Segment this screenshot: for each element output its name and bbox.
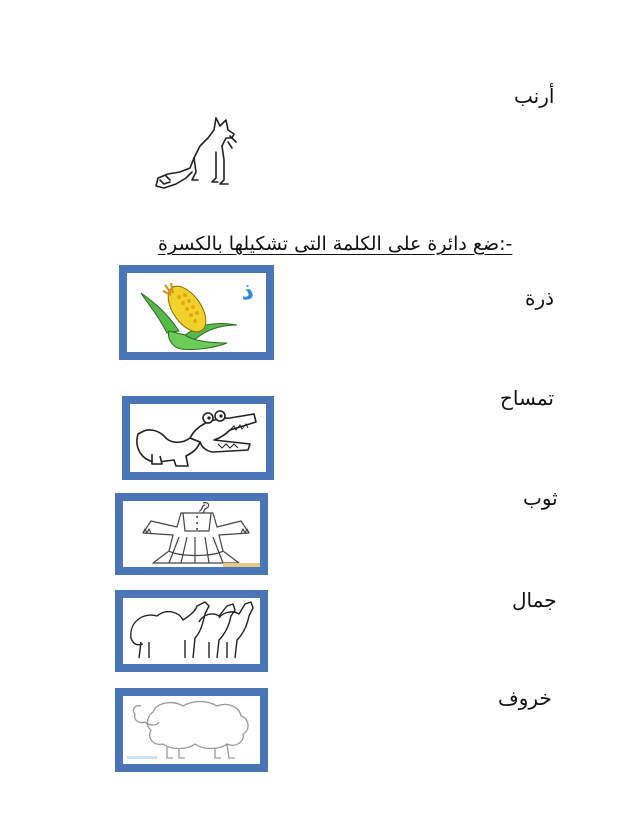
item-image-camels — [115, 590, 268, 672]
crocodile-icon — [130, 404, 266, 472]
corn-letter: ذ — [241, 277, 254, 305]
fox-drawing — [150, 112, 250, 192]
item-word-crocodile: تمساح — [500, 386, 554, 410]
item-word-corn: ذرة — [525, 286, 555, 310]
instruction-text: -:ضع دائرة على الكلمة التى تشكيلها بالكسرة — [158, 233, 513, 255]
item-image-crocodile — [122, 396, 274, 480]
dress-icon — [123, 501, 260, 567]
item-word-camels: جمال — [512, 588, 557, 612]
sheep-icon — [123, 696, 260, 764]
item-image-corn — [119, 265, 274, 360]
item-image-dress — [115, 493, 268, 575]
header-word: أرنب — [514, 84, 555, 108]
item-word-sheep: خروف — [498, 686, 552, 710]
camels-icon — [123, 598, 260, 664]
item-word-dress: ثوب — [523, 486, 558, 510]
item-image-sheep — [115, 688, 268, 772]
